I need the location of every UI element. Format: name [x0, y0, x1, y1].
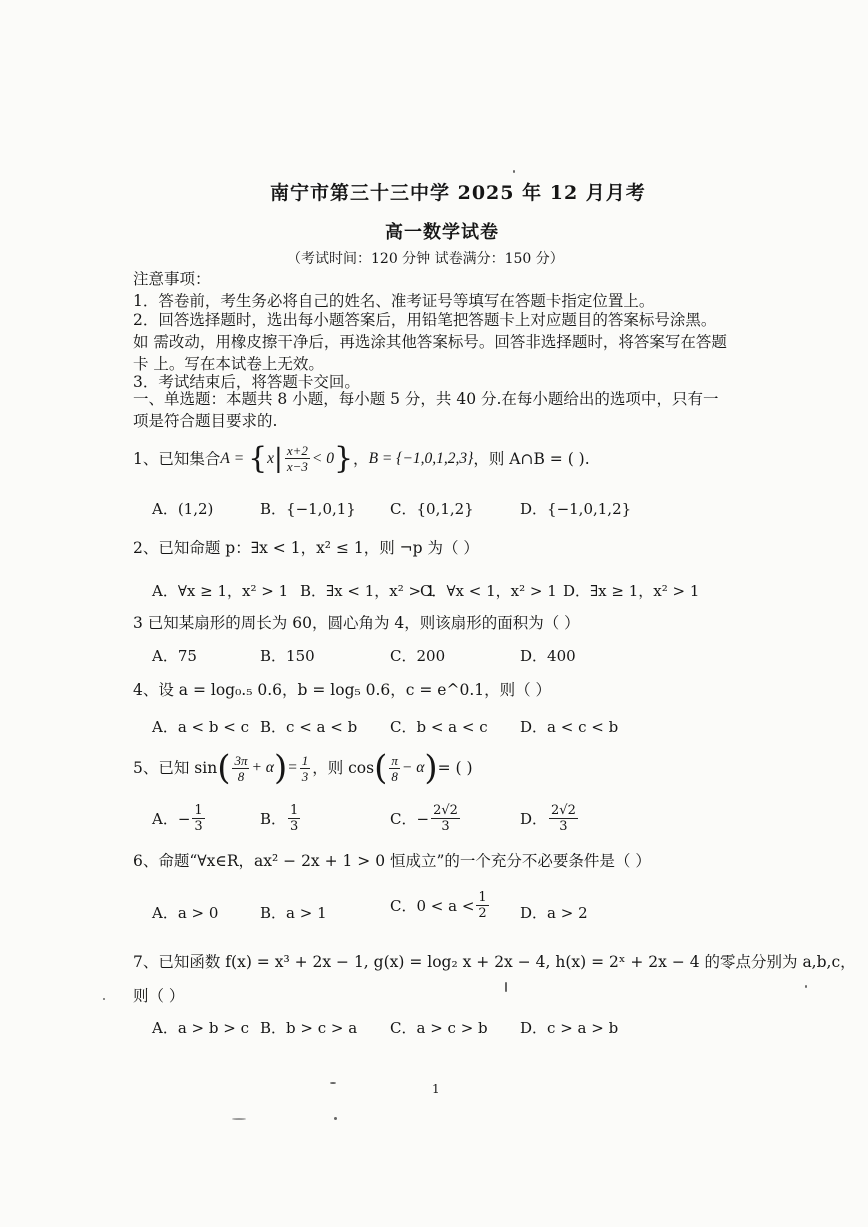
q1-option-c: C．{0,1,2} — [390, 500, 474, 518]
q5-mid: ，则 cos — [312, 759, 375, 777]
q2-option-d: D．∃x ≥ 1，x² > 1 — [563, 582, 700, 600]
q5-frac-2: $\frac{\pi}{8}$ — [391, 752, 398, 784]
q3-option-c: C．200 — [390, 647, 446, 665]
scan-speck — [334, 1117, 337, 1120]
q5-tail: = ( ) — [437, 759, 473, 777]
q2-option-a: A．∀x ≥ 1，x² > 1 — [152, 582, 289, 600]
q1-option-d: D．{−1,0,1,2} — [520, 500, 632, 518]
q5-option-d: D． $\frac{2√2}{3}$ — [520, 803, 576, 834]
q4-option-d: D．a < c < b — [520, 718, 619, 736]
notice-item-2: 2．回答选择题时，选出每小题答案后，用铅笔把答题卡上对应题目的答案标号涂黑。如 需改动，用橡皮擦干净后，再选涂其他答案标号。回答非选择题时，将答案写在答题卡 上。写在本试卷上无效。 — [133, 311, 727, 373]
q6-option-c: C．0 < a < $\frac{1}{2}$ — [390, 890, 487, 921]
scan-speck — [513, 170, 515, 173]
q6-option-a: A．a > 0 — [152, 904, 219, 922]
q5-rhs: $\frac{1}{3}$ — [301, 752, 309, 784]
q4-option-b: B．c < a < b — [260, 718, 358, 736]
question-2-stem: 2、已知命题 p：∃x < 1，x² ≤ 1，则 ¬p 为（ ） — [133, 539, 479, 557]
question-3-stem: 3 已知某扇形的周长为 60，圆心角为 4，则该扇形的面积为（ ） — [133, 614, 580, 632]
q5-lead: 5、已知 sin — [133, 759, 218, 777]
q1-set-name: A — [220, 449, 230, 467]
q2-option-c: C．∀x < 1，x² > 1 — [420, 582, 557, 600]
q3-option-a: A．75 — [152, 647, 197, 665]
q7-option-b: B．b > c > a — [260, 1019, 358, 1037]
q7-option-d: D．c > a > b — [520, 1019, 619, 1037]
question-7-stem: 7、已知函数 f(x) = x³ + 2x − 1, g(x) = log₂ x + 2x − 4, h(x) = 2ˣ + 2x − 4 的零点分别为 a,b,c， — [133, 953, 856, 971]
q1-tail: ，则 A∩B = ( ). — [473, 449, 590, 468]
scan-speck — [330, 1082, 336, 1084]
q1-right-brace: } — [333, 440, 354, 476]
q1-lead: 1、已知集合 — [133, 449, 221, 468]
question-5-stem: 5、已知 sin ( $\frac{3\pi}{8}$ + α ) = $\frac{1}{3}$ ，则 cos ( $\frac{\pi}{8}$ − α ) = ( ) — [133, 748, 473, 788]
notice-heading: 注意事项： — [133, 270, 211, 288]
scan-speck — [103, 998, 105, 1000]
exam-title: 南宁市第三十三中学 2025 年 12 月月考 — [270, 182, 646, 204]
page-number: 1 — [432, 1082, 440, 1096]
question-7-stem-cont: 则（ ） — [133, 987, 185, 1005]
question-4-stem: 4、设 a = log₀.₅ 0.6，b = log₅ 0.6，c = e^0.1，则（ ） — [133, 681, 552, 699]
scan-speck — [505, 982, 507, 992]
q5-option-c: C． − $\frac{2√2}{3}$ — [390, 803, 458, 834]
scan-speck — [805, 985, 807, 988]
section-heading: 一、单选题：本题共 8 小题，每小题 5 分，共 40 分.在每小题给出的选项中，只有一项是符合题目要求的. — [133, 390, 719, 430]
q5-option-a: A． − $\frac{1}{3}$ — [152, 803, 203, 834]
q1-set-var: x — [267, 449, 275, 467]
q7-option-c: C．a > c > b — [390, 1019, 488, 1037]
notice-item-3: 3．考试结束后，将答题卡交回。 — [133, 373, 360, 391]
question-1-stem: 1、已知集合 A = { x | $\frac{x+2}{x-3}$ < 0 } ， B = {−1,0,1,2,3} ，则 A∩B = ( ). — [133, 440, 590, 476]
notice-item-1: 1．答卷前，考生务必将自己的姓名、准考证号等填写在答题卡指定位置上。 — [133, 292, 655, 310]
q3-option-d: D．400 — [520, 647, 576, 665]
q5-plus-alpha: + α — [251, 759, 274, 776]
q7-option-a: A．a > b > c — [152, 1019, 249, 1037]
q6-option-d: D．a > 2 — [520, 904, 588, 922]
exam-subtitle: 高一数学试卷 — [385, 222, 499, 243]
exam-info: （考试时间：120 分钟 试卷满分：150 分） — [287, 251, 564, 267]
q6-option-b: B．a > 1 — [260, 904, 327, 922]
q1-option-b: B．{−1,0,1} — [260, 500, 356, 518]
q5-option-b: B． $\frac{1}{3}$ — [260, 803, 299, 834]
q1-left-brace: { — [248, 440, 268, 476]
scan-speck — [232, 1118, 246, 1120]
q5-equals: = — [287, 759, 298, 776]
q1-condition: < 0 — [311, 449, 334, 467]
q3-option-b: B．150 — [260, 647, 315, 665]
q4-option-c: C．b < a < c — [390, 718, 488, 736]
q1-option-a: A．(1,2) — [152, 500, 214, 518]
q1-set-b: B = {−1,0,1,2,3} — [368, 449, 474, 467]
q4-option-a: A．a < b < c — [152, 718, 249, 736]
q5-minus-alpha: − α — [401, 759, 425, 776]
q1-fraction: $\frac{x+2}{x-3}$ — [286, 443, 308, 474]
question-6-stem: 6、命题“∀x∈R，ax² − 2x + 1 > 0 恒成立”的一个充分不必要条件是（ ） — [133, 852, 651, 870]
q5-frac-1: $\frac{3\pi}{8}$ — [234, 752, 248, 784]
q2-option-b: B．∃x < 1，x² > 1 — [300, 582, 436, 600]
